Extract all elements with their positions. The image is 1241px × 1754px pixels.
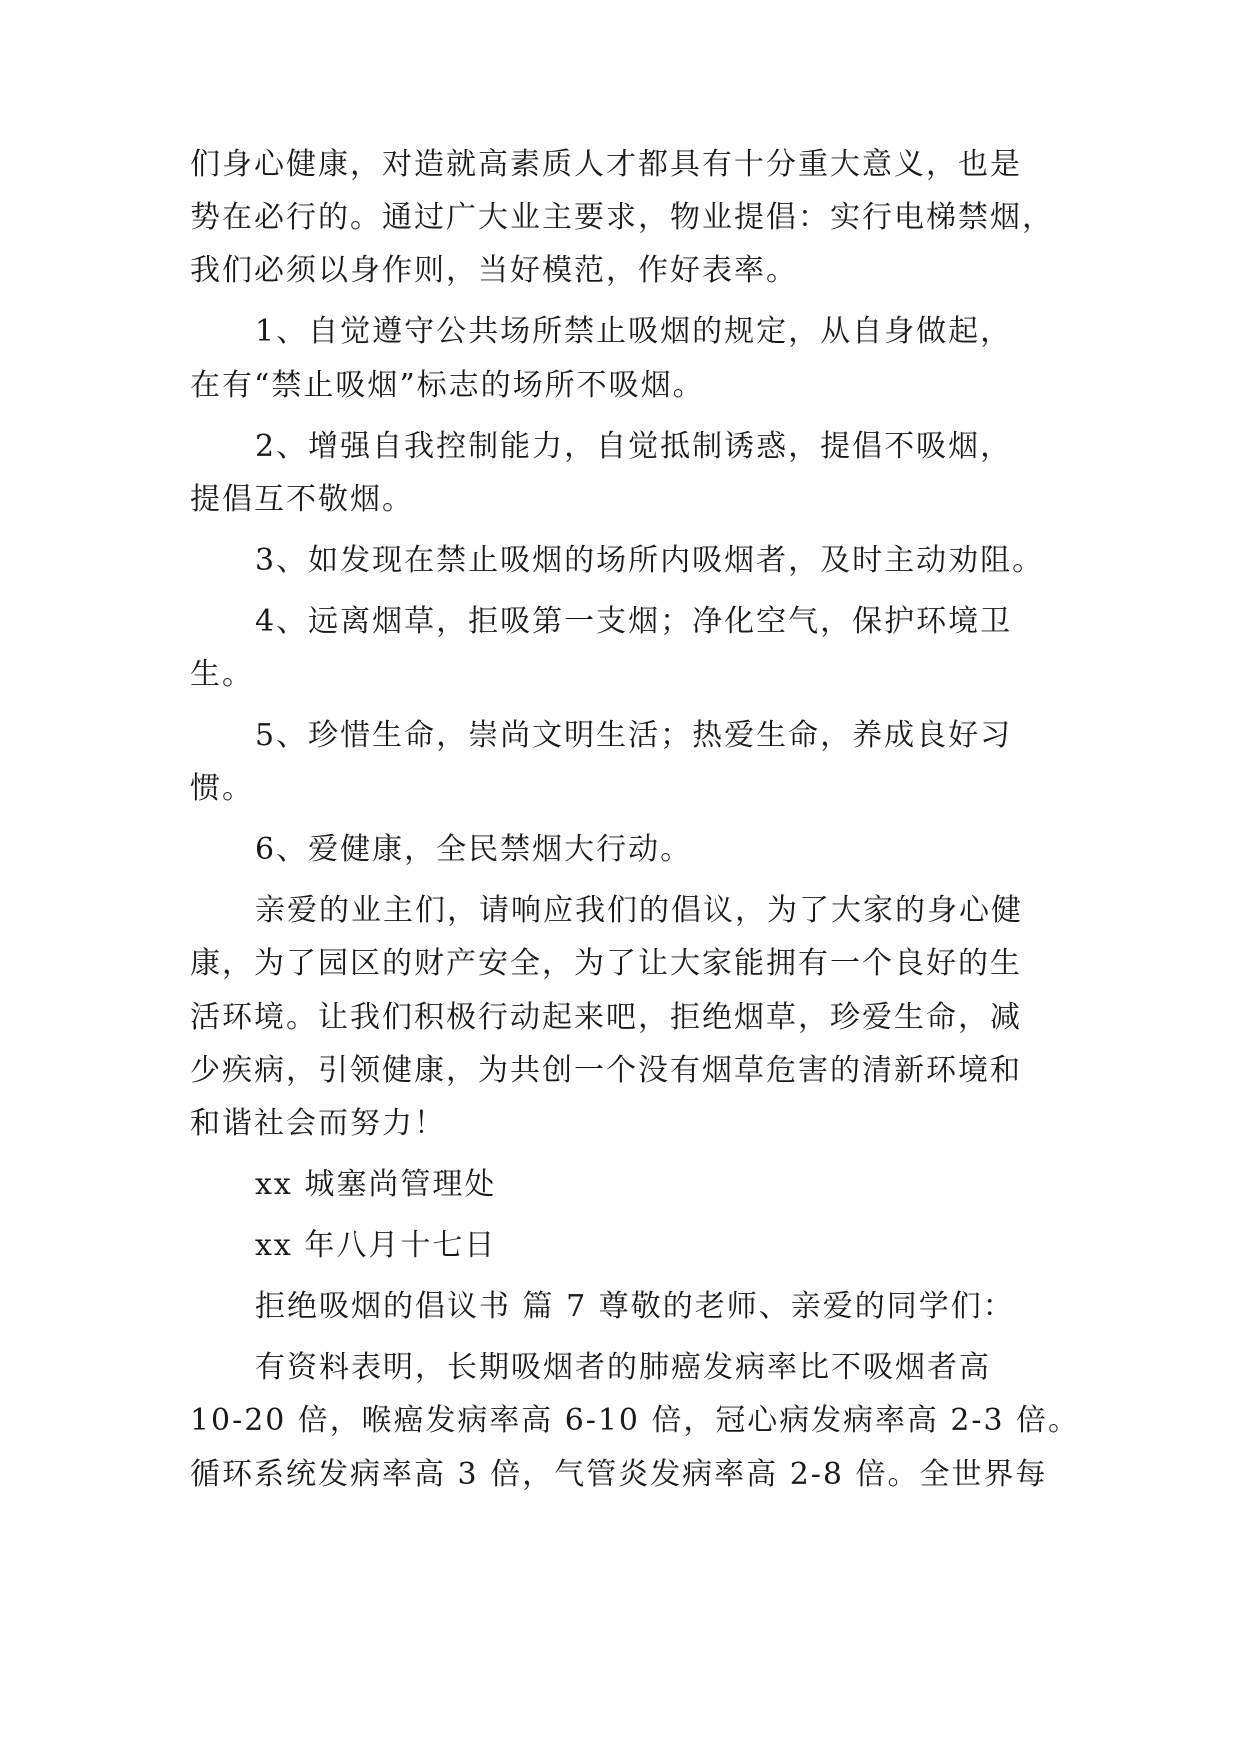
text-line: 3、如发现在禁止吸烟的场所内吸烟者，及时主动劝阻。	[255, 543, 1045, 578]
section-heading: 拒绝吸烟的倡议书 篇 7 尊敬的老师、亲爱的同学们：	[255, 1289, 1015, 1324]
text-line: 少疾病，引领健康，为共创一个没有烟草危害的清新环境和	[190, 1053, 1022, 1088]
text-line: 提倡互不敬烟。	[190, 482, 414, 517]
text-line: 惯。	[190, 771, 254, 806]
text-line: 有资料表明，长期吸烟者的肺癌发病率比不吸烟者高	[255, 1350, 991, 1385]
text-line: 康，为了园区的财产安全，为了让大家能拥有一个良好的生	[190, 946, 1022, 981]
text-line: 亲爱的业主们，请响应我们的倡议，为了大家的身心健	[255, 893, 1023, 928]
text-line: 2、增强自我控制能力，自觉抵制诱惑，提倡不吸烟，	[255, 429, 1013, 464]
text-line: 生。	[190, 657, 254, 692]
text-line: 和谐社会而努力！	[190, 1106, 446, 1141]
text-line: 势在必行的。通过广大业主要求，物业提倡：实行电梯禁烟，	[190, 200, 1054, 235]
text-line: 6、爱健康，全民禁烟大行动。	[255, 832, 693, 867]
text-line: 4、远离烟草，拒吸第一支烟；净化空气，保护环境卫	[255, 604, 1013, 639]
text-line: 在有“禁止吸烟”标志的场所不吸烟。	[190, 368, 705, 403]
text-line: 活环境。让我们积极行动起来吧，拒绝烟草，珍爱生命，减	[190, 1000, 1022, 1035]
text-line: 们身心健康，对造就高素质人才都具有十分重大意义，也是	[190, 147, 1022, 182]
text-line: 1、自觉遵守公共场所禁止吸烟的规定，从自身做起，	[255, 314, 1013, 349]
signature-org: xx 城塞尚管理处	[255, 1167, 497, 1202]
signature-date: xx 年八月十七日	[255, 1228, 497, 1263]
text-line: 10-20 倍，喉癌发病率高 6-10 倍，冠心病发病率高 2-3 倍。	[190, 1403, 1080, 1438]
text-line: 我们必须以身作则，当好模范，作好表率。	[190, 253, 798, 288]
text-line: 5、珍惜生命，崇尚文明生活；热爱生命，养成良好习	[255, 718, 1013, 753]
text-line: 循环系统发病率高 3 倍，气管炎发病率高 2-8 倍。全世界每	[190, 1457, 1048, 1492]
